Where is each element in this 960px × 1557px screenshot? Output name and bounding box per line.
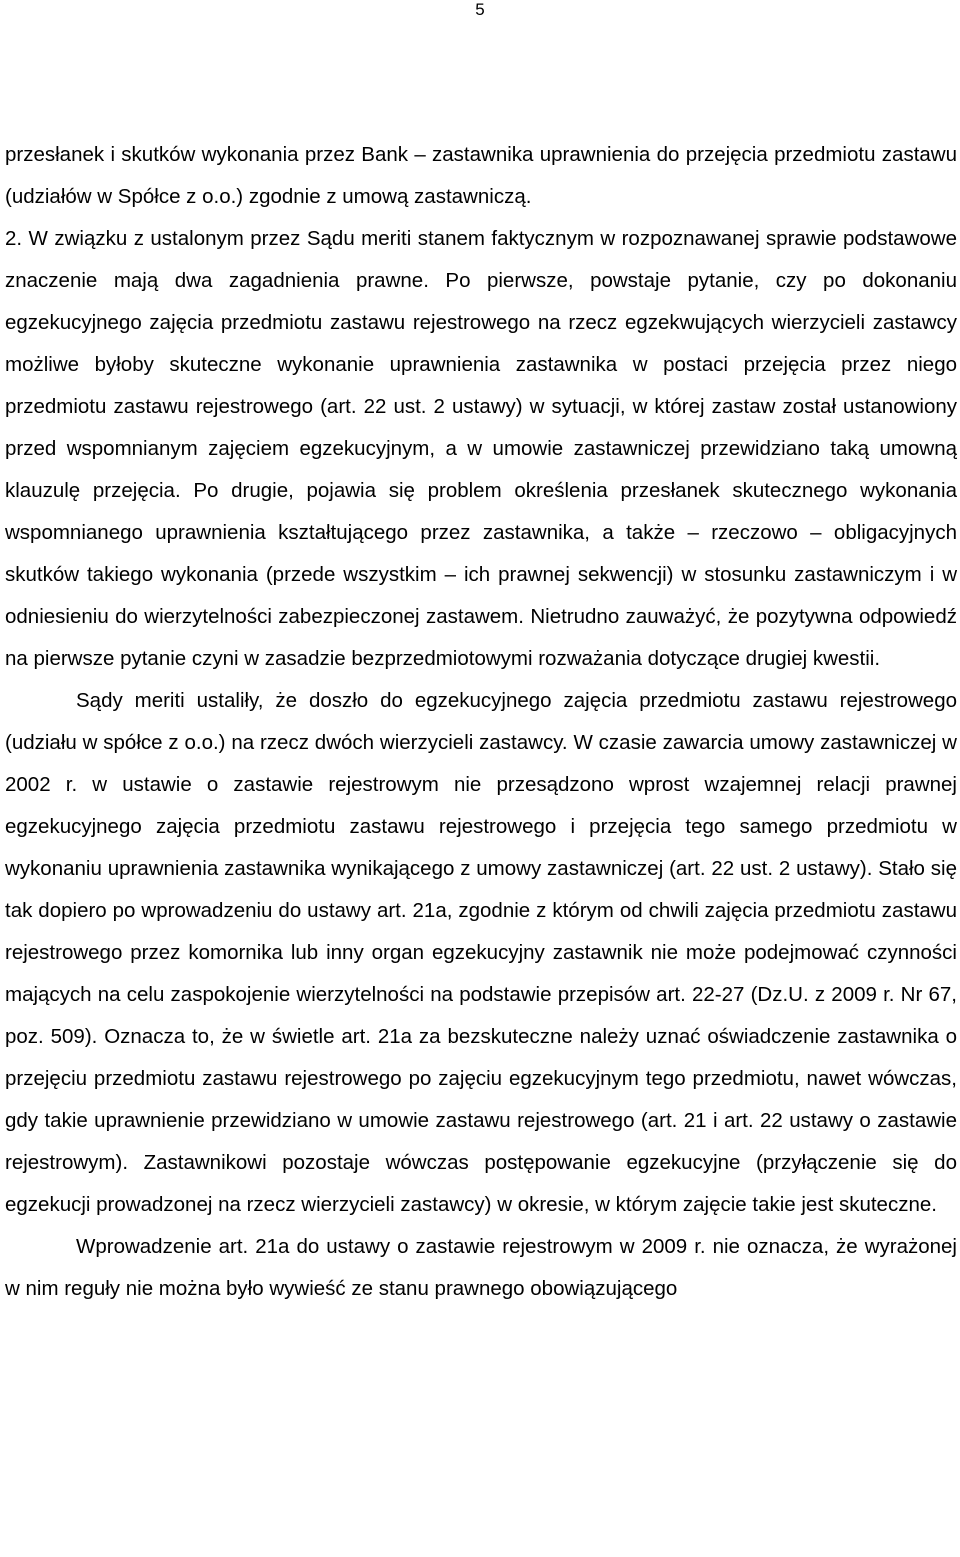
paragraph-3: Sądy meriti ustaliły, że doszło do egzekucyjnego zajęcia przedmiotu zastawu rejestrowego (udziału w spółce z o.o.) na rzecz dwóch wierzycieli zastawcy. W czasie zawarcia umowy zastawniczej w 2002 r. w ustawie o zastawie rejestrowym nie przesądzono wprost wzajemnej relacji prawnej egzekucyjnego zajęcia przedmiotu zastawu rejestrowego i przejęcia tego samego przedmiotu w wykonaniu uprawnienia zastawnika wynikającego z umowy zastawniczej (art. 22 ust. 2 ustawy). Stało się tak dopiero po wprowadzeniu do ustawy art. 21a, zgodnie z którym od chwili zajęcia przedmiotu zastawu rejestrowego przez komornika lub inny organ egzekucyjny zastawnik nie może podejmować czynności mających na celu zaspokojenie wierzytelności na podstawie przepisów art. 22-27 (Dz.U. z 2009 r. Nr 67, poz. 509). Oznacza to, że w świetle art. 21a za bezskuteczne należy uznać oświadczenie zastawnika o przejęciu przedmiotu zastawu rejestrowego po zajęciu egzekucyjnym tego przedmiotu, nawet wówczas, gdy takie uprawnienie przewidziano w umowie zastawu rejestrowego (art. 21 i art. 22 ustawy o zastawie rejestrowym). Zastawnikowi pozostaje wówczas postępowanie egzekucyjne (przyłączenie się do egzekucji prowadzonej na rzecz wierzycieli zastawcy) w okresie, w którym zajęcie takie jest skuteczne. <box>5 689 957 1216</box>
paragraph-1: przesłanek i skutków wykonania przez Bank – zastawnika uprawnienia do przejęcia przedmiotu zastawu (udziałów w Spółce z o.o.) zgodnie z umową zastawniczą. <box>5 143 957 208</box>
paragraph-4: Wprowadzenie art. 21a do ustawy o zastawie rejestrowym w 2009 r. nie oznacza, że wyrażonej w nim reguły nie można było wywieść ze stanu prawnego obowiązującego <box>5 1235 957 1300</box>
page-number: 5 <box>475 0 485 19</box>
paragraph-2: 2. W związku z ustalonym przez Sądu meriti stanem faktycznym w rozpoznawanej sprawie podstawowe znaczenie mają dwa zagadnienia prawne. Po pierwsze, powstaje pytanie, czy po dokonaniu egzekucyjnego zajęcia przedmiotu zastawu rejestrowego na rzecz egzekwujących wierzycieli zastawcy możliwe byłoby skuteczne wykonanie uprawnienia zastawnika w postaci przejęcia przez niego przedmiotu zastawu rejestrowego (art. 22 ust. 2 ustawy) w sytuacji, w której zastaw został ustanowiony przed wspomnianym zajęciem egzekucyjnym, a w umowie zastawniczej przewidziano taką umowną klauzulę przejęcia. Po drugie, pojawia się problem określenia przesłanek skutecznego wykonania wspomnianego uprawnienia kształtującego przez zastawnika, a także – rzeczowo – obligacyjnych skutków takiego wykonania (przede wszystkim – ich prawnej sekwencji) w stosunku zastawniczym i w odniesieniu do wierzytelności zabezpieczonej zastawem. Nietrudno zauważyć, że pozytywna odpowiedź na pierwsze pytanie czyni w zasadzie bezprzedmiotowymi rozważania dotyczące drugiej kwestii. <box>5 227 957 670</box>
document-body <box>5 134 957 1310</box>
